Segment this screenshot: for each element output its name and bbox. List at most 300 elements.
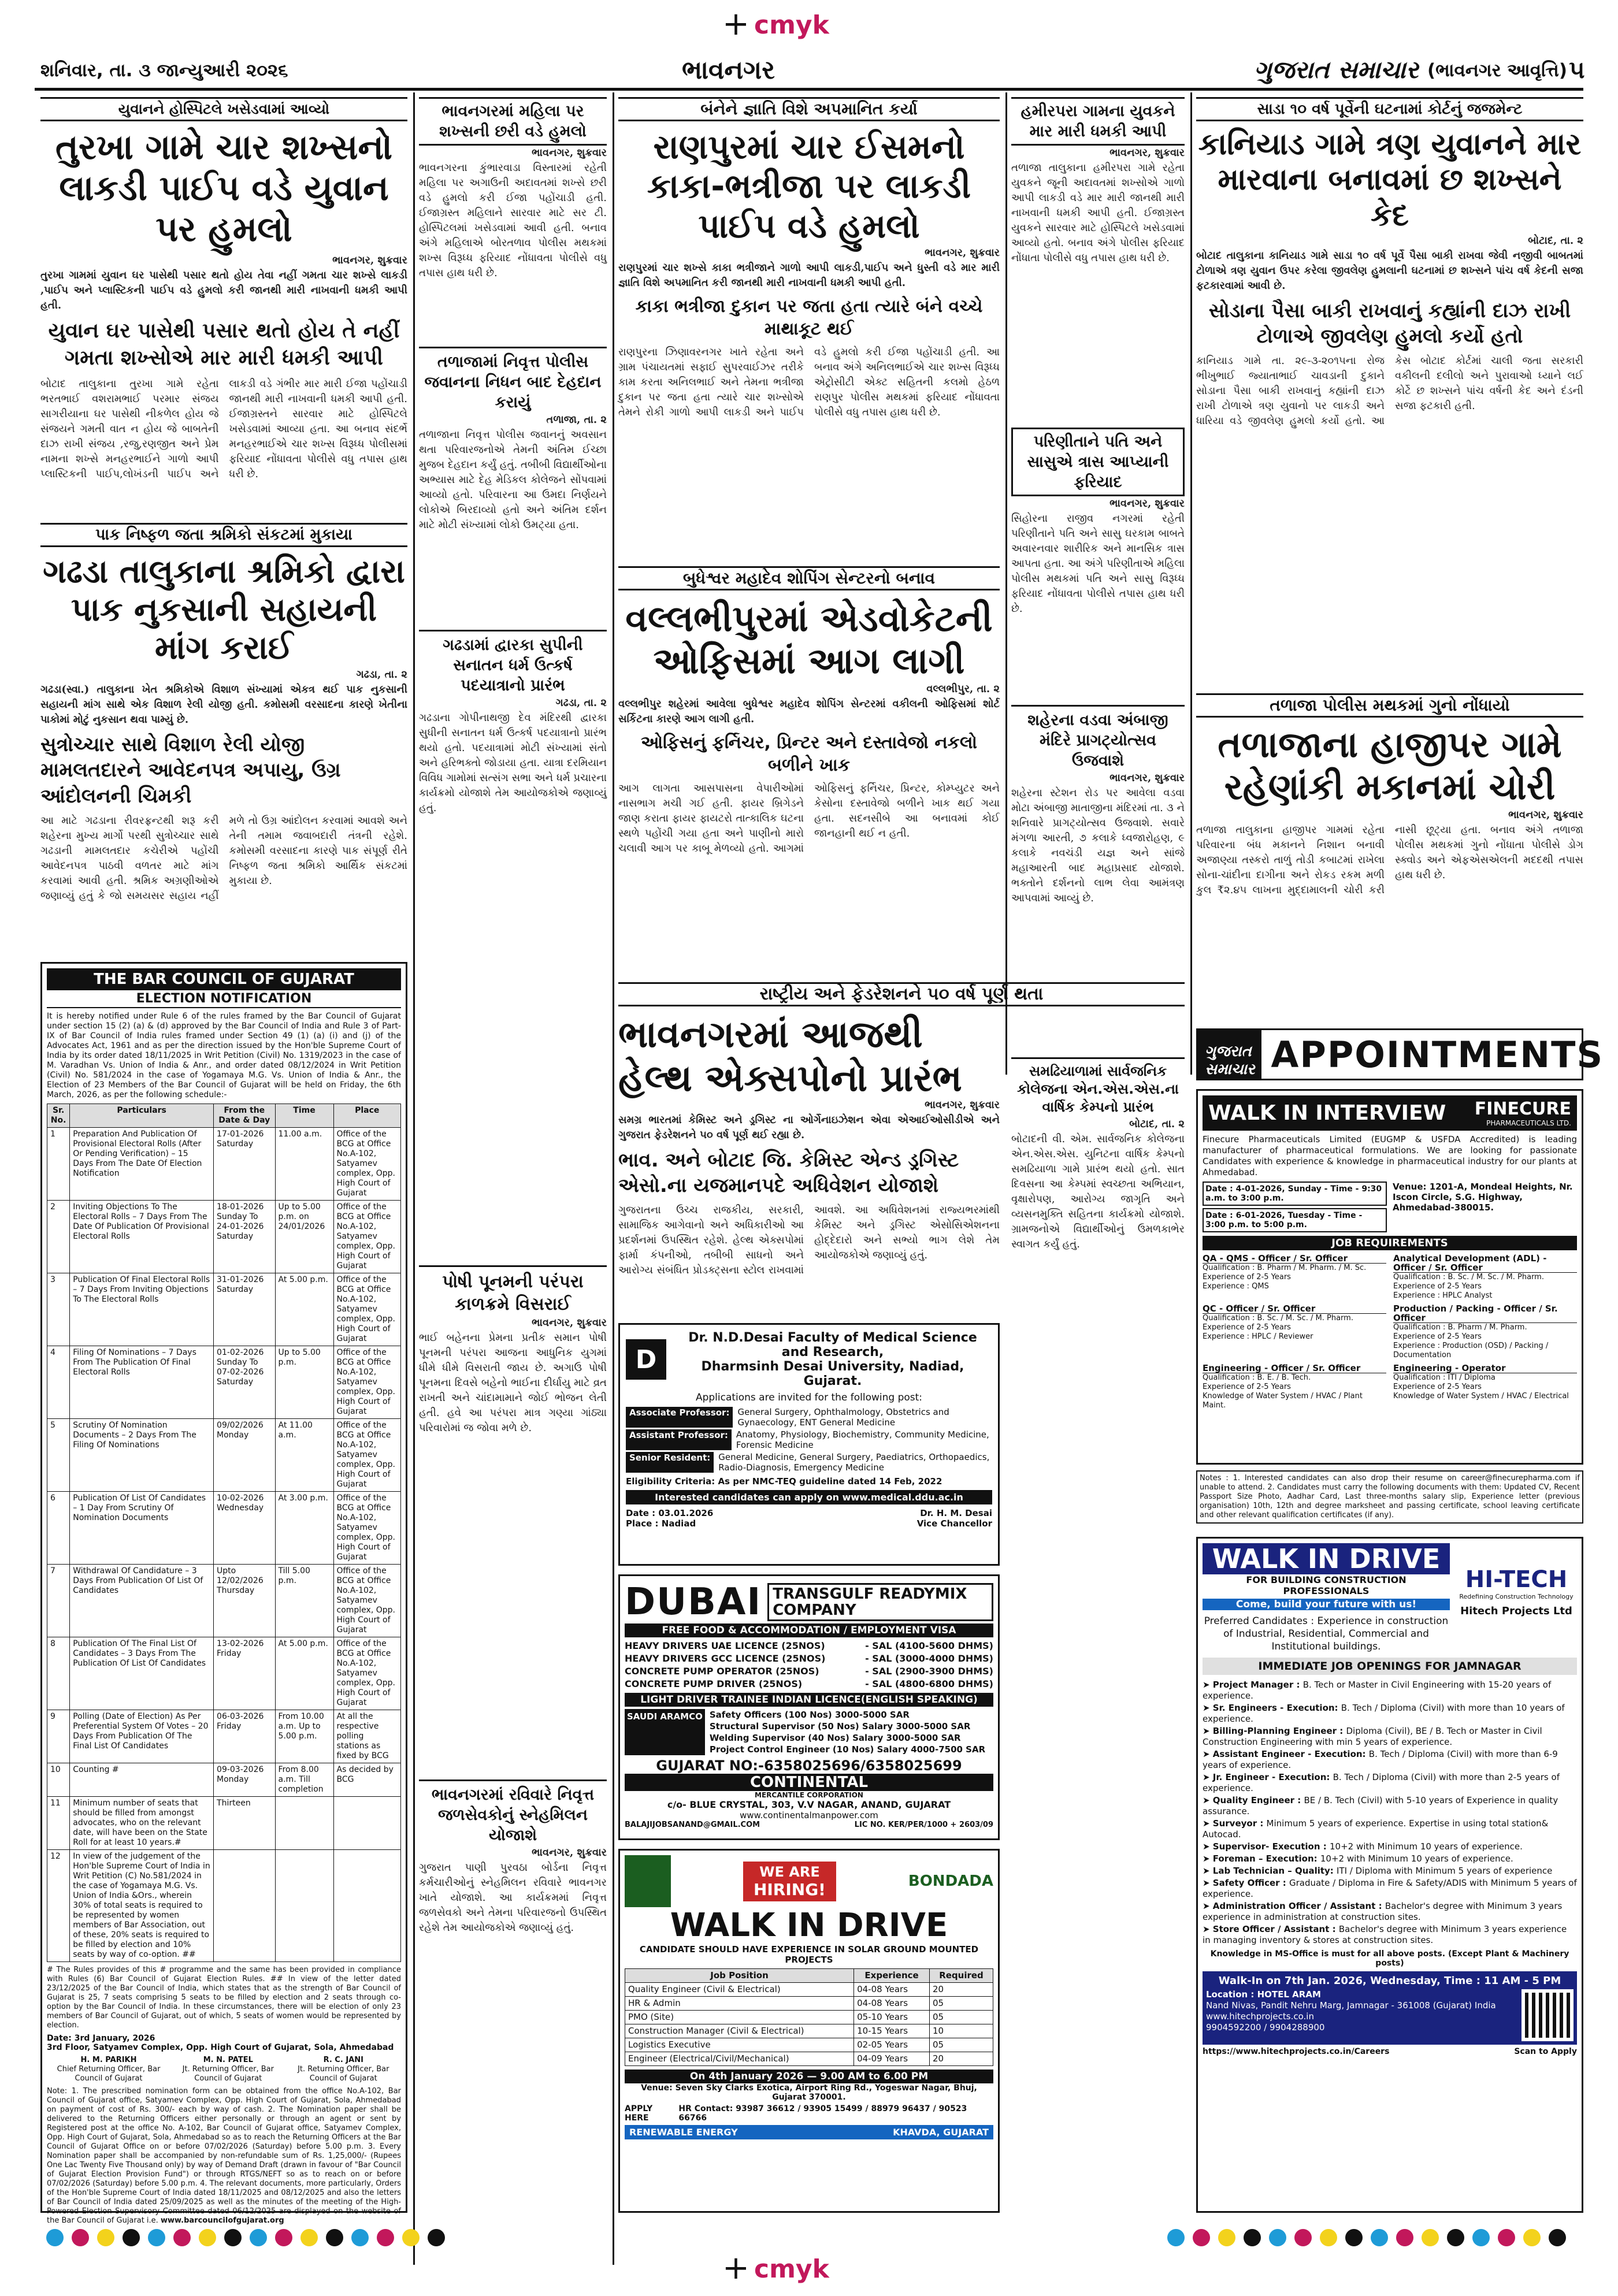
table-row	[625, 2052, 993, 2066]
column-divider	[613, 92, 614, 2265]
table-cell: Up to 5.00 p.m.	[275, 1346, 333, 1419]
table-cell: At 5.00 p.m.	[275, 1273, 333, 1346]
table-row	[47, 1128, 401, 1201]
bondada-footer-left: RENEWABLE ENERGY	[629, 2127, 738, 2138]
job-card	[1203, 1254, 1386, 1301]
job-description: Bachelor's degree with Minimum 3 years experience in administration at construction sites.	[1203, 1901, 1563, 1922]
ddu-signer: Dr. H. M. Desai	[920, 1508, 992, 1518]
edition-label: (ભાવનગર આવૃત્તિ)	[1427, 60, 1568, 81]
article-nss	[1011, 1057, 1185, 1252]
table-cell: 10-15 Years	[854, 2024, 930, 2038]
article-hajipar	[1196, 693, 1583, 898]
post-label: Senior Resident:	[626, 1452, 714, 1473]
section-title: ભાવનગર	[682, 55, 775, 85]
dubai-company: TRANSGULF READYMIX COMPANY	[767, 1583, 993, 1621]
table-cell: Office of the BCG at Office No.A-102, Satyamev complex, Opp. High Court of Gujarat	[333, 1565, 401, 1637]
job-title: QC - Officer / Sr. Officer	[1203, 1304, 1386, 1314]
job-item	[1203, 1818, 1577, 1840]
job-title: ➤ Sr. Engineers - Execution:	[1203, 1703, 1341, 1713]
headline: ભાવનગરમાં મહિલા પર શખ્સની છરી વડે હુમલો	[419, 97, 607, 146]
dubai-email[interactable]: BALAJIJOBSANAND@GMAIL.COM	[625, 1821, 760, 1829]
notice-address: 3rd Floor, Satyamev Complex, Opp. High Court of Gujarat, Sola, Ahmedabad	[47, 2043, 394, 2052]
bar-council-website[interactable]: www.barcouncilofgujarat.org	[160, 2216, 284, 2225]
article-body: કાનિયાડ ગામે તા. ૨૯-૩-૨૦૧૫ના રોજ ભીખુભાઈ જ્યાતાભાઈ ચાવડાની દુકાને સોડાના પૈસા બાકી રાખવાનું કહ્યાંની દાઝ રાખી ટોળાએ ત્રણ યુવાનો પર લાકડી અને ધારિયા વડે જીવલેણ હુમલો કર્યો હતો. આ કેસ બોટાદ કોર્ટમાં ચાલી જતા સરકારી વકીલની દલીલો અને પુરાવાઓ ધ્યાને લઈ કોર્ટે છ શખ્સને પાંચ વર્ષની કેદ અને દંડની સજા ફટકારી હતી.	[1196, 355, 1583, 428]
finecure-date-2: Date : 6-01-2026, Tuesday - Time - 3:00 p.m. to 5:00 p.m.	[1203, 1208, 1387, 1232]
table-cell: Office of the BCG at Office No.A-102, Satyamev complex, Opp. High Court of Gujarat	[333, 1128, 401, 1201]
table-cell: 05-10 Years	[854, 2011, 930, 2024]
article-body: ગુજરાત પાણી પુરવઠા બોર્ડના નિવૃત્ત કર્મચારીઓનું સ્નેહમિલન રવિવારે ભાવનગર ખાતે યોજાશે. આ કાર્યક્રમમાં નિવૃત્ત જળસેવકો અને તેમના પરિવારજનો ઉપસ્થિત રહેશે તેમ આયોજકોએ જણાવ્યું હતું.	[419, 1862, 607, 1934]
hitech-walkin-ad	[1196, 1537, 1583, 2213]
registration-cross: +	[722, 5, 749, 43]
table-cell: 10	[47, 1763, 70, 1797]
table-row	[47, 1492, 401, 1565]
table-cell: Construction Manager (Civil & Electrical)	[625, 2024, 854, 2038]
article-poshi-poonam	[419, 1265, 607, 1436]
color-dot	[1244, 2229, 1261, 2246]
table-cell: Withdrawal Of Candidature – 3 Days From Publication Of List Of Candidates	[70, 1565, 214, 1637]
lead: બોટાદ તાલુકાના કાનિયાડ ગામે સાડા ૧૦ વર્ષ પૂર્વે પૈસા બાકી રાખવા જેવી નજીવી બાબતમાં ટોળાએ ત્રણ યુવાન ઉપર કરેલા જીવલેણ હુમલાની ઘટનામાં છ શખ્સને પાંચ વર્ષ કેદની સજા ફટકારવામાં આવી છે.	[1196, 250, 1583, 292]
table-cell: Upto 12/02/2026 Thursday	[214, 1565, 276, 1637]
color-dot	[1472, 2229, 1490, 2246]
job-description: B. Tech / Diploma (Civil) with more than 6-9 years of experience.	[1203, 1749, 1558, 1770]
job-experience: Experience of 2-5 Years	[1393, 1332, 1482, 1341]
table-cell: 06-03-2026 Friday	[214, 1710, 276, 1763]
color-dot	[1269, 2229, 1286, 2246]
bondada-job-table	[625, 1968, 993, 2066]
color-dot	[123, 2229, 140, 2246]
article-body: આ માટે ગઢડાના રીવરફ્રન્ટથી શરૂ કરી શહેરના મુખ્ય માર્ગો પરથી સુત્રોચ્ચાર સાથે ગઢડાની મામલતદાર કચેરીએ પહોંચી આવેદનપત્ર પાઠવી વળતર માટે માંગ કરવામાં આવી હતી. શ્રમિક અગ્રણીઓએ જણાવ્યું હતું કે જો સમયસર સહાય નહીં મળે તો ઉગ્ર આંદોલન કરવામાં આવશે અને તેની તમામ જવાબદારી તંત્રની રહેશે. કમોસમી વરસાદના કારણે પાક સંપૂર્ણ રીતે નિષ્ફળ જતા શ્રમિકો આર્થિક સંકટમાં મુકાયા છે.	[40, 814, 407, 902]
job-qualification: Qualification : B. Pharm / M. Pharm.	[1393, 1323, 1527, 1332]
headline: શહેરના વડવા અંબાજી મંદિરે પ્રાગટ્યોત્સવ ઉજવાશે	[1011, 705, 1185, 771]
ddu-recruitment-ad	[618, 1323, 1000, 1566]
dubai-trainee: LIGHT DRIVER TRAINEE INDIAN LICENCE(ENGLISH SPEAKING)	[625, 1693, 993, 1707]
color-registration-dots	[1167, 2229, 1572, 2246]
saudi-job: Safety Officers (100 Nos) 3000-5000 SAR	[709, 1710, 910, 1720]
kicker: સાડા ૧૦ વર્ષ પૂર્વેની ઘટનામાં કોર્ટનું જજમેન્ટ	[1196, 97, 1583, 121]
job-title: ➤ Project Manager :	[1203, 1680, 1303, 1690]
job-experience: Experience of 2-5 Years	[1203, 1323, 1291, 1332]
subheadline: ઓફિસનું ફર્નિચર, પ્રિન્ટર અને દસ્તાવેજો નકલો બળીને ખાક	[640, 733, 978, 776]
table-cell: Publication Of List Of Candidates – 1 Day From Scrutiny Of Nomination Documents	[70, 1492, 214, 1565]
table-cell: 04-09 Years	[854, 2052, 930, 2066]
table-cell: 4	[47, 1346, 70, 1419]
table-cell: 05	[930, 2038, 993, 2052]
job-salary: - SAL (2900-3900 DHMS)	[865, 1666, 993, 1677]
table-cell: 11	[47, 1797, 70, 1850]
table-cell: 13-02-2026 Friday	[214, 1637, 276, 1710]
job-title: ➤ Safety Officer :	[1203, 1878, 1289, 1888]
job-title: ➤ Jr. Engineer - Execution:	[1203, 1772, 1333, 1782]
post-label: Associate Professor:	[626, 1407, 733, 1428]
dateline: ભાવનગર, શુક્રવાર	[532, 1317, 607, 1329]
color-dot	[377, 2229, 394, 2246]
hitech-walkin-date: Walk-In on 7th Jan. 2026, Wednesday, Time : 11 AM - 5 PM	[1218, 1975, 1561, 1987]
table-header: From the Date & Day	[214, 1104, 276, 1128]
table-cell: Scrutiny Of Nomination Documents – 2 Days From The Filing Of Nominations	[70, 1419, 214, 1492]
table-row	[625, 1983, 993, 1997]
table-cell: 11.00 a.m.	[275, 1128, 333, 1201]
table-row	[47, 1710, 401, 1763]
job-qualification: Qualification : B. Sc. / M. Sc. / M. Pharm.	[1203, 1314, 1353, 1322]
table-cell	[333, 1850, 401, 1962]
dubai-address: c/o- BLUE CRYSTAL, 303, V.V NAGAR, ANAND, GUJARAT	[667, 1799, 951, 1810]
table-cell: Thirteen	[214, 1797, 276, 1850]
color-dot	[1498, 2229, 1515, 2246]
notice-intro: It is hereby notified under Rule 6 of the rules framed by the Bar Council of Gujarat under section 15 (2) (a) & (d) approved by the Bar Council of India and Rule 3 of Part-IX of Bar Council of India rules framed under Section 49 (1) (a) (i) and (j) of the Advocates Act, 1961 and as per the direction issued by the Hon'ble Supreme Court of India by its order dated 18/11/2025 in Writ Petition (Civil) No. 1319/2023 in the case of M. Varadhan Vs. Union of India & Anr., and order dated 08/12/2024 in Writ Petition (Civil) No. 581/2024 in the case of Yogamaya M.G. Vs. Union of India & Anr., the Election of 23 Members of the Bar Council of Gujarat will be held on Friday, the 6th March, 2026, as per the following schedule:-	[47, 1012, 401, 1099]
dubai-job-list	[625, 1640, 993, 1691]
hitech-openings-title: IMMEDIATE JOB OPENINGS FOR JAMNAGAR	[1203, 1658, 1577, 1675]
hitech-careers-link[interactable]: https://www.hitechprojects.co.in/Careers	[1203, 2047, 1390, 2056]
headline: પરિણીતાને પતિ અને સાસુએ ત્રાસ આપ્યાની ફરિયાદ	[1011, 428, 1185, 496]
officer-name: M. N. PATEL	[203, 2056, 253, 2064]
job-title: ➤ Foreman – Execution:	[1203, 1853, 1320, 1864]
table-cell: Office of the BCG at Office No.A-102, Satyamev complex, Opp. High Court of Gujarat	[333, 1637, 401, 1710]
table-cell: PMO (Site)	[625, 2011, 854, 2024]
table-cell: 31-01-2026 Saturday	[214, 1273, 276, 1346]
subheadline: સુત્રોચ્ચાર સાથે વિશાળ રેલી યોજી મામલતદારને આવેદનપત્ર અપાયુ, ઉગ્ર આંદોલનની ચિમકી	[40, 733, 341, 808]
table-row	[47, 1565, 401, 1637]
job-description: Bachelor's degree with Minimum 3 years experience in managing inventory & stores at construction sites.	[1203, 1924, 1567, 1945]
job-description: BE / B. Tech (Civil) with 5-10 years of Experience in quality assurance.	[1203, 1795, 1558, 1816]
dateline: ગઢડા, તા. ૨	[555, 697, 607, 709]
table-row	[47, 1850, 401, 1962]
table-cell: Logistics Executive	[625, 2038, 854, 2052]
ddu-place: Place : Nadiad	[626, 1518, 696, 1529]
job-qualification: Qualification : B. E. / B. Tech.	[1203, 1373, 1311, 1382]
table-cell: Office of the BCG at Office No.A-102, Satyamev complex, Opp. High Court of Gujarat	[333, 1419, 401, 1492]
color-dot	[1447, 2229, 1464, 2246]
headline: ભાવનગરમાં આજથી હેલ્થ એક્સપોનો પ્રારંભ	[618, 1013, 962, 1100]
saudi-job: Welding Supervisor (40 Nos) Salary 3000-5000 SAR	[709, 1733, 961, 1743]
headline: ગઢડામાં દ્વારકા સુપીની સનાતન ધર્મ ઉત્કર્ષ પદયાત્રાનો પ્રારંભ	[419, 630, 607, 696]
appointments-title: APPOINTMENTS	[1271, 1033, 1604, 1076]
table-cell: 5	[47, 1419, 70, 1492]
notice-title: THE BAR COUNCIL OF GUJARAT	[47, 968, 401, 990]
notice-notes: # The Rules provides of this # programme and the same has been provided in compliance with Rules (6) Bar Council of Gujarat Election Rules. ## In view of the letter dated 23/12/2025 of the Bar Council of India, which states that as the strength of Bar Council of Gujarat is 25, 7 seats comprising 5 seats to be filled by election and 2 seats through co-option by the Bar Council of India. In these circumstances, there will be election of only 23 members of Bar Council of Gujarat, out of which, 5 seats of women would be represented by election.	[47, 1966, 401, 2030]
table-cell: Polling (Date of Election) As Per Preferential System Of Votes – 20 Days From Publication Of The Final List Of Candidates	[70, 1710, 214, 1763]
job-title: ➤ Store Officer / Assistant :	[1203, 1924, 1339, 1934]
qr-code-icon[interactable]	[1521, 1989, 1574, 2041]
headline: ગઢડા તાલુકાના શ્રમિકો દ્વારા પાક નુકસાની સહાયની માંગ કરાઈ	[43, 553, 405, 667]
job-qualification: Qualification : B. Sc. / M. Sc. / M. Pharm.	[1393, 1273, 1544, 1281]
table-header: Job Position	[625, 1969, 854, 1983]
headline: ભાવનગરમાં રવિવારે નિવૃત્ત જળસેવકોનું સ્નેહમિલન યોજાશે	[419, 1779, 607, 1845]
dateline: વલ્લભીપુર, તા. ૨	[926, 683, 1000, 696]
article-gadhada	[40, 523, 407, 904]
dateline: ભાવનગર, શુક્રવાર	[532, 1847, 607, 1859]
kicker: રાષ્ટ્રીય અને ફેડરેશનને ૫૦ વર્ષ પૂર્ણ થતા	[618, 982, 1185, 1006]
subheadline: સોડાના પૈસા બાકી રાખવાનું કહ્યાંની દાઝ રાખી ટોળાએ જીવલેણ હુમલો કર્યો હતો	[1208, 299, 1571, 348]
dubai-tagline: FREE FOOD & ACCOMMODATION / EMPLOYMENT VISA	[625, 1623, 993, 1637]
job-card	[1203, 1304, 1386, 1360]
table-cell: HR & Admin	[625, 1997, 854, 2011]
table-cell: 04-08 Years	[854, 1997, 930, 2011]
officer-role: Jt. Returning Officer, Bar Council of Gujarat	[298, 2065, 389, 2083]
job-title: Analytical Development (ADL) - Officer / Sr. Officer	[1393, 1254, 1577, 1273]
dateline: ભાવનગર, શુક્રવાર	[332, 254, 407, 267]
headline: કાનિયાડ ગામે ત્રણ યુવાનને માર મારવાના બનાવમાં છ શખ્સને કેદ	[1198, 127, 1582, 233]
table-cell: 09-03-2026 Monday	[214, 1763, 276, 1797]
hitech-address: Nand Nivas, Pandit Nehru Marg, Jamnagar - 361008 (Gujarat) India	[1206, 2000, 1496, 2011]
job-item	[1203, 1866, 1577, 1877]
article-hamirpara	[1011, 97, 1185, 266]
lead: ગઢડા(સ્વા.) તાલુકાના ખેત શ્રમિકોએ વિશાળ સંખ્યામાં એકત્ર થઈ પાક નુકસાની સહાયની માંગ સાથે એક વિશાળ રેલી યોજી હતી. કમોસમી વરસાદના કારણે ખેતીના પાકોમાં મોટું નુકસાન થવા પામ્યું છે.	[40, 683, 407, 726]
job-experience: Experience of 2-5 Years	[1203, 1273, 1291, 1281]
article-body: ભાવનગરના કુંભારવાડા વિસ્તારમાં રહેતી મહિલા પર અગાઉની અદાવતમાં શખ્સે છરી વડે હુમલો કરી ઈજા પહોંચાડી હતી. ઈજાગ્રસ્ત મહિલાને સારવાર માટે સર ટી. હોસ્પિટલમાં ખસેડવામાં આવી હતી. બનાવ અંગે મહિલાએ બોરતળાવ પોલીસ મથકમાં શખ્સ વિરૂધ્ધ ફરિયાદ નોંધાવતા પોલીસે વધુ તપાસ હાથ ધરી છે.	[419, 162, 607, 280]
article-reunion	[419, 1779, 607, 1935]
job-title: ➤ Administration Officer / Assistant :	[1203, 1901, 1385, 1911]
job-role: CONCRETE PUMP DRIVER (25NOS)	[625, 1678, 803, 1689]
hitech-website[interactable]: www.hitechprojects.co.in	[1206, 2011, 1314, 2022]
finecure-walk-title: WALK IN INTERVIEW	[1208, 1101, 1446, 1125]
dubai-phone[interactable]: GUJARAT NO:-6358025696/6358025699	[656, 1758, 962, 1774]
table-cell: 2	[47, 1201, 70, 1273]
job-item	[1203, 1878, 1577, 1900]
table-cell: 04-08 Years	[854, 1983, 930, 1997]
appointments-masthead: ગુજરાત સમાચાર	[1198, 1030, 1261, 1079]
registration-cross: +	[722, 2249, 749, 2287]
lead: વલ્લભીપુર શહેરમાં આવેલા બુધેશ્વર મહાદેવ શોપિંગ સેન્ટરમાં વકીલની ઓફિસમાં શોર્ટ સર્કિટના કારણે આગ લાગી હતી.	[618, 698, 1000, 726]
article-kaniyad	[1196, 97, 1583, 429]
post-value: General Medicine, General Surgery, Paediatrics, Orthopaedics, Radio-Diagnosis, Emergency Medicine	[718, 1452, 990, 1473]
job-description: Graduate / Diploma in Fire & Safety/ADIS with Minimum 5 years of experience.	[1203, 1878, 1577, 1899]
color-dot	[148, 2229, 165, 2246]
saudi-job: Project Control Engineer (10 Nos) Salary 4000-7500 SAR	[709, 1744, 986, 1755]
lead: રાણપુરમાં ચાર શખ્સે કાકા ભત્રીજાને ગાળો આપી લાકડી,પાઈપ અને ધુસ્તી વડે માર મારી જ્ઞાતિ વિશે અપમાનિત કરી જાનથી મારી નાખવાની ધમકી આપી હતી.	[618, 262, 1000, 289]
hiring-badge-line2: HIRING!	[753, 1879, 826, 1899]
table-row	[47, 1419, 401, 1492]
table-row	[625, 2038, 993, 2052]
table-header: Place	[333, 1104, 401, 1128]
table-cell: Till 5.00 p.m.	[275, 1565, 333, 1637]
table-cell: Office of the BCG at Office No.A-102, Satyamev complex, Opp. High Court of Gujarat	[333, 1492, 401, 1565]
dubai-title: DUBAI	[625, 1581, 762, 1623]
subheadline: યુવાન ઘર પાસેથી પસાર થતો હોય તે નહીં ગમતા શખ્સોએ માર મારી ધમકી આપી	[48, 319, 400, 370]
headline: સમઢિયાળામાં સાર્વજનિક કોલેજના એન.એસ.એસ.ના વાર્ષિક કેમ્પનો પ્રારંભ	[1011, 1057, 1185, 1117]
article-body: રાણપુરના ઝિણાવરનગર ખાતે રહેતા અને ગ્રામ પંચાયતમાં સફાઈ સુપરવાઈઝર તરીકે કામ કરતા અનિલભાઈ અને તેમના ભત્રીજા દુકાન પર જતા હતા ત્યારે ચાર શખ્સોએ તેમને રોકી ગાળો આપી લાકડી અને પાઈપ વડે હુમલો કરી ઈજા પહોંચાડી હતી. આ બનાવ અંગે અનિલભાઈએ ચાર શખ્સ વિરૂધ્ધ એટ્રોસીટી એક્ટ સહિતની કલમો હેઠળ રાણપુર પોલીસ મથકમાં ફરિયાદ નોંધાવતા પોલીસે વધુ તપાસ હાથ ધરી છે.	[618, 346, 1000, 419]
job-row	[625, 1640, 993, 1652]
article-woman-attack	[419, 97, 607, 281]
dubai-agency-sub: MERCANTILE CORPORATION	[755, 1791, 863, 1799]
table-cell: Office of the BCG at Office No.A-102, Satyamev complex, Opp. High Court of Gujarat	[333, 1273, 401, 1346]
job-card	[1203, 1364, 1386, 1410]
bar-council-notice	[40, 962, 407, 2225]
officer-name: H. M. PARIKH	[80, 2056, 137, 2064]
job-description: 10+2 with Minimum 10 years of experience.	[1329, 1841, 1523, 1852]
post-row	[626, 1452, 992, 1473]
table-cell	[333, 1797, 401, 1850]
color-dot	[1371, 2229, 1388, 2246]
table-row	[625, 2024, 993, 2038]
dateline: ભાવનગર, શુક્રવાર	[925, 247, 1000, 259]
table-cell: 20	[930, 2052, 993, 2066]
dateline: તળાજા, તા. ૨	[546, 414, 607, 426]
job-knowledge: Knowledge of Water System / HVAC / Plant Maint.	[1203, 1392, 1363, 1410]
dubai-website[interactable]: www.continentalmanpower.com	[740, 1810, 878, 1821]
bondada-apply-label[interactable]: APPLY HERE	[625, 2104, 653, 2123]
hitech-phone[interactable]: 9904592200 / 9904288900	[1206, 2022, 1325, 2033]
kicker: યુવાનને હોસ્પિટલે ખસેડવામાં આવ્યો	[40, 97, 407, 121]
color-dot	[224, 2229, 242, 2246]
finecure-walkin-ad	[1196, 1089, 1583, 1465]
page-number: ૫	[1569, 55, 1585, 84]
job-card	[1393, 1304, 1577, 1360]
table-cell: 20	[930, 1983, 993, 1997]
ddu-signer-role: Vice Chancellor	[916, 1518, 992, 1529]
table-cell: Publication Of Final Electoral Rolls – 7 Days From Inviting Objections To The Electoral Rolls	[70, 1273, 214, 1346]
table-header: Particulars	[70, 1104, 214, 1128]
table-cell: 9	[47, 1710, 70, 1763]
color-dot	[72, 2229, 89, 2246]
ddu-apply-link[interactable]: Interested candidates can apply on www.medical.ddu.ac.in	[626, 1490, 992, 1504]
table-cell: 18-01-2026 Sunday To 24-01-2026 Saturday	[214, 1201, 276, 1273]
job-item	[1203, 1924, 1577, 1946]
bondada-title: WALK IN DRIVE	[670, 1907, 948, 1944]
job-title: ➤ Surveyor :	[1203, 1818, 1267, 1829]
article-body: આગ લાગતા આસપાસના વેપારીઓમાં નાસભાગ મચી ગઈ હતી. ફાયર બ્રિગેડને જાણ કરાતા ફાયર ફાયટરો તાત્કાલિક ઘટના સ્થળે પહોંચી ગયા હતા અને પાણીનો મારો ચલાવી આગ પર કાબૂ મેળવ્યો હતો. આગમાં ઓફિસનું ફર્નિચર, પ્રિન્ટર, કોમ્પ્યુટર અને કેસોના દસ્તાવેજો બળીને ખાક થઈ ગયા હતા. સદનસીબે આ બનાવમાં કોઈ જાનહાની થઈ ન હતી.	[618, 782, 1000, 855]
table-header: Experience	[854, 1969, 930, 1983]
job-qualification: Qualification : ITI / Diploma	[1393, 1373, 1495, 1382]
notice-subtitle: ELECTION NOTIFICATION	[47, 990, 401, 1008]
table-cell: Publication Of The Final List Of Candidates – 3 Days From The Publication Of List Of Candidates	[70, 1637, 214, 1710]
job-knowledge: Experience : Production (OSD) / Packing / Documentation	[1393, 1342, 1549, 1359]
table-cell: 09/02/2026 Monday	[214, 1419, 276, 1492]
hitech-logo-sub: Redefining Construction Technology	[1459, 1593, 1574, 1600]
ddu-eligibility: Eligibility Criteria: As per NMC-TEQ guideline dated 14 Feb, 2022	[626, 1476, 942, 1487]
table-cell: Preparation And Publication Of Provisional Electoral Rolls (After Or Pending Verification) – 15 Days From The Date Of Election Notification	[70, 1128, 214, 1201]
page-date: શનિવાર, તા. ૩ જાન્યુઆરી ૨૦૨૬	[40, 60, 288, 81]
finecure-notes: Notes : 1. Interested candidates can also drop their resume on career@finecurepharma.com if unable to attend. 2. Candidates must carry the following documents with them: Updated CV, Recent Passport Size Photo, Aadhar Card, Last three-months salary slip, Experience letter (previous organisation) 10th, 12th and degree marksheet and passing certificate, school leaving certificate and other relevant qualification certificates (if any).	[1196, 1470, 1583, 1524]
table-cell: Office of the BCG at Office No.A-102, Satyamev complex, Opp. High Court of Gujarat	[333, 1346, 401, 1419]
article-turkha	[40, 97, 407, 482]
table-cell: Minimum number of seats that should be filled from amongst advocates, who on the relevant date, will have been on the State Roll for at least 10 years.#	[70, 1797, 214, 1850]
table-cell: 05	[930, 2011, 993, 2024]
table-row	[47, 1201, 401, 1273]
kicker: બુધેશ્વર મહાદેવ શોપિંગ સેન્ટરનો બનાવ	[618, 566, 1000, 590]
job-title: ➤ Quality Engineer :	[1203, 1795, 1304, 1805]
color-dot	[1218, 2229, 1235, 2246]
lead: તુરખા ગામમાં યુવાન ઘર પાસેથી પસાર થતો હોય તેવા નહીં ગમતા ચાર શખ્સે લાકડી ,પાઈપ અને પ્લાસ્ટિકની પાઈપ વડે હુમલો કરી જાનથી મારી નાખવાની ધમકી આપી હતી.	[40, 269, 407, 312]
job-knowledge: Knowledge of Water System / HVAC / Electrical	[1393, 1392, 1569, 1400]
job-salary: - SAL (3000-4000 DHMS)	[865, 1653, 993, 1664]
dateline: ભાવનગર, શુક્રવાર	[925, 1099, 1000, 1111]
article-body: તળાજાના નિવૃત્ત પોલીસ જવાનનું અવસાન થતા પરિવારજનોએ તેમની અંતિમ ઈચ્છા મુજબ દેહદાન કર્યું હતું. તબીબી વિદ્યાર્થીઓના અભ્યાસ માટે દેહ મેડિકલ કોલેજને સોંપવામાં આવ્યો હતો. પરિવારના આ ઉમદા નિર્ણયને લોકોએ બિરદાવ્યો હતો અને અંતિમ દર્શન માટે મોટી સંખ્યામાં લોકો ઉમટ્યા હતા.	[419, 429, 607, 532]
table-row	[47, 1763, 401, 1797]
job-item	[1203, 1841, 1577, 1852]
article-body: ગુજરાતના ઉચ્ચ રાજકીય, સરકારી, સામાજિક આગેવાનો અને અધિકારીઓ આ પ્રદર્શનમાં ઉપસ્થિત રહેશે. હેલ્થ એક્સપોમાં ફાર્મા કંપનીઓ, તબીબી સાધનો અને આરોગ્ય સંબંધિત પ્રોડક્ટ્સના સ્ટોલ રાખવામાં આવશે. આ અધિવેશનમાં રાજ્યભરમાંથી કેમિસ્ટ અને ડ્રગિસ્ટ એસોસિએશનના હોદ્દેદારો અને સભ્યો ભાગ લેશે તેમ આયોજકોએ જણાવ્યું હતું.	[618, 1204, 1000, 1277]
table-cell: Counting #	[70, 1763, 214, 1797]
bondada-logo: BONDADA	[908, 1873, 993, 1890]
table-cell: In view of the judgement of the Hon'ble Supreme Court of India in Writ Petition (C) No.581/2024 in the case of Yogamaya M.G. Vs. Union of India &Ors., wherein 30% of total seats is required to be represented by women members of Bar Association, out of these, 20% seats is required to be filled by election and 10% seats by way of co-option. ##	[70, 1850, 214, 1962]
cmyk-mark: cmyk	[754, 2254, 829, 2284]
ddu-date: Date : 03.01.2026	[626, 1508, 714, 1518]
column-divider	[1190, 92, 1192, 1075]
job-item	[1203, 1749, 1577, 1771]
post-row	[626, 1429, 992, 1450]
dateline: ભાવનગર, શુક્રવાર	[1109, 147, 1185, 159]
hitech-company: Hitech Projects Ltd	[1460, 1605, 1572, 1617]
bondada-venue: Venue: Seven Sky Clarks Exotica, Airport Ring Rd., Yogeswar Nagar, Bhuj, Gujarat 370001.	[641, 2083, 977, 2102]
table-row	[47, 1637, 401, 1710]
job-description: ITI / Diploma with Minimum 5 years of experience	[1337, 1866, 1553, 1876]
color-dot	[1523, 2229, 1541, 2246]
hitech-subtitle: FOR BUILDING CONSTRUCTION PROFESSIONALS	[1246, 1574, 1407, 1596]
ddu-title: Dr. N.D.Desai Faculty of Medical Science and Research,	[688, 1331, 977, 1359]
officer-block	[170, 2056, 285, 2083]
column-divider	[413, 92, 415, 2265]
table-cell	[214, 1850, 276, 1962]
job-salary: - SAL (4800-6800 DHMS)	[865, 1678, 993, 1689]
job-title: ➤ Supervisor- Execution :	[1203, 1841, 1330, 1852]
hitech-preferred: Preferred Candidates : Experience in construction of Industrial, Residential, Commercial and Institutional buildings.	[1204, 1615, 1449, 1652]
table-cell: From 10.00 a.m. Up to 5.00 p.m.	[275, 1710, 333, 1763]
article-health-expo-body	[618, 1098, 1000, 1278]
hiring-badge-line1: WE ARE	[759, 1863, 820, 1880]
table-cell: 8	[47, 1637, 70, 1710]
article-body: તળાજા તાલુકાના હમીરપરા ગામે રહેતા યુવકને જૂની અદાવતમાં શખ્સોએ ગાળો આપી લાકડી વડે માર મારી જાનથી મારી નાખવાની ધમકી આપી હતી. ઈજાગ્રસ્ત યુવકને સારવાર માટે હોસ્પિટલે ખસેડવામાં આવ્યો હતો. બનાવ અંગે પોલીસ ફરિયાદ નોંધાતા પોલીસે વધુ તપાસ હાથ ધરી છે.	[1011, 162, 1185, 265]
officer-signatures	[47, 2056, 401, 2083]
kicker: બંનેને જ્ઞાતિ વિશે અપમાનિત કર્યા	[618, 97, 1000, 121]
dateline: ભાવનગર, શુક્રવાર	[1109, 772, 1185, 785]
job-description: B. Tech / Diploma (Civil) with more than 2-5 years of experience.	[1203, 1772, 1560, 1793]
lead: સમગ્ર ભારતમાં કેમિસ્ટ અને ડ્રગિસ્ટ ના ઓર્ગેનાઇઝેશન એવા એઆઈઓસીડીએ અને ગુજરાત ફેડરેશનને ૫૦ વર્ષ પૂર્ણ થઈ રહ્યા છે.	[618, 1114, 1000, 1141]
officer-block	[47, 2056, 170, 2083]
color-dot	[1294, 2229, 1312, 2246]
job-title: ➤ Billing-Planning Engineer :	[1203, 1726, 1346, 1736]
table-cell: At all the respective polling stations as fixed by BCG	[333, 1710, 401, 1763]
table-cell: Up to 5.00 p.m. on 24/01/2026	[275, 1201, 333, 1273]
subheadline: કાકા ભત્રીજા દુકાન પર જતા હતા ત્યારે બંને વચ્ચે માથાકૂટ થઈ	[635, 296, 983, 340]
table-header: Time	[275, 1104, 333, 1128]
job-salary: - SAL (4100-5600 DHMS)	[865, 1640, 993, 1651]
saudi-job: Structural Supervisor (50 Nos) Salary 3000-5000 SAR	[709, 1721, 971, 1732]
article-body: બોટાદની વી. એમ. સાર્વજનિક કોલેજના એન.એસ.એસ. યુનિટના વાર્ષિક કેમ્પનો સમઢિયાળા ગામે પ્રારંભ થયો હતો. સાત દિવસના આ કેમ્પમાં સ્વચ્છતા અભિયાન, વૃક્ષારોપણ, આરોગ્ય જાગૃતિ અને વ્યસનમુક્તિ સહિતના કાર્યક્રમો યોજાશે. ગ્રામજનોએ વિદ્યાર્થીઓનું ઉમળકાભેર સ્વાગત કર્યું હતું.	[1011, 1132, 1185, 1250]
job-item	[1203, 1680, 1577, 1701]
table-cell: From 8.00 a.m. Till completion	[275, 1763, 333, 1797]
finecure-intro: Finecure Pharmaceuticals Limited (EUGMP & USFDA Accredited) is leading manufacturer of pharmaceutical formulations. We are looking for passionate Candidates with experience & knowledge in pharmaceutical industry for our plants at Ahmedabad.	[1203, 1134, 1577, 1177]
article-padyatra	[419, 630, 607, 816]
saudi-job-list	[710, 1709, 985, 1755]
job-item	[1203, 1772, 1577, 1794]
table-cell: 05	[930, 1997, 993, 2011]
job-item	[1203, 1726, 1577, 1748]
table-cell: 10-02-2026 Wednesday	[214, 1492, 276, 1565]
table-cell: 12	[47, 1850, 70, 1962]
color-dot	[97, 2229, 114, 2246]
post-label: Assistant Professor:	[626, 1429, 732, 1450]
job-item	[1203, 1795, 1577, 1817]
color-dot	[1167, 2229, 1185, 2246]
article-body: શહેરના સ્ટેશન રોડ પર આવેલા વડવા મોટા અંબાજી માતાજીના મંદિરમાં તા. ૩ ને શનિવારે પ્રાગટ્યોત્સવ ઉજવાશે. સવારે મંગળા આરતી, ૭ કલાકે ધ્વજારોહણ, ૯ કલાકે નવચંડી યજ્ઞ અને સાંજે મહાઆરતી બાદ મહાપ્રસાદ યોજાશે. ભક્તોને દર્શનનો લાભ લેવા આમંત્રણ આપવામાં આવ્યું છે.	[1011, 787, 1185, 905]
color-dot	[326, 2229, 343, 2246]
table-row	[47, 1346, 401, 1419]
color-dot	[351, 2229, 369, 2246]
table-cell: Quality Engineer (Civil & Electrical)	[625, 1983, 854, 1997]
color-registration-dots	[46, 2229, 451, 2246]
table-header: Sr. No.	[47, 1104, 70, 1128]
article-harassment	[1011, 428, 1185, 616]
hitech-scan-label: Scan to Apply	[1514, 2047, 1577, 2056]
dateline: બોટાદ, તા. ૨	[1528, 235, 1583, 247]
job-description: B. Tech / Diploma (Civil) with more than 10 years of experience.	[1203, 1703, 1565, 1724]
hitech-tagline: Come, build your future with us!	[1203, 1599, 1450, 1610]
cmyk-mark: cmyk	[754, 10, 829, 40]
table-cell: At 11.00 a.m.	[275, 1419, 333, 1492]
job-card	[1393, 1364, 1577, 1410]
job-row	[625, 1652, 993, 1665]
table-cell: 02-05 Years	[854, 2038, 930, 2052]
election-schedule-table	[47, 1104, 401, 1962]
